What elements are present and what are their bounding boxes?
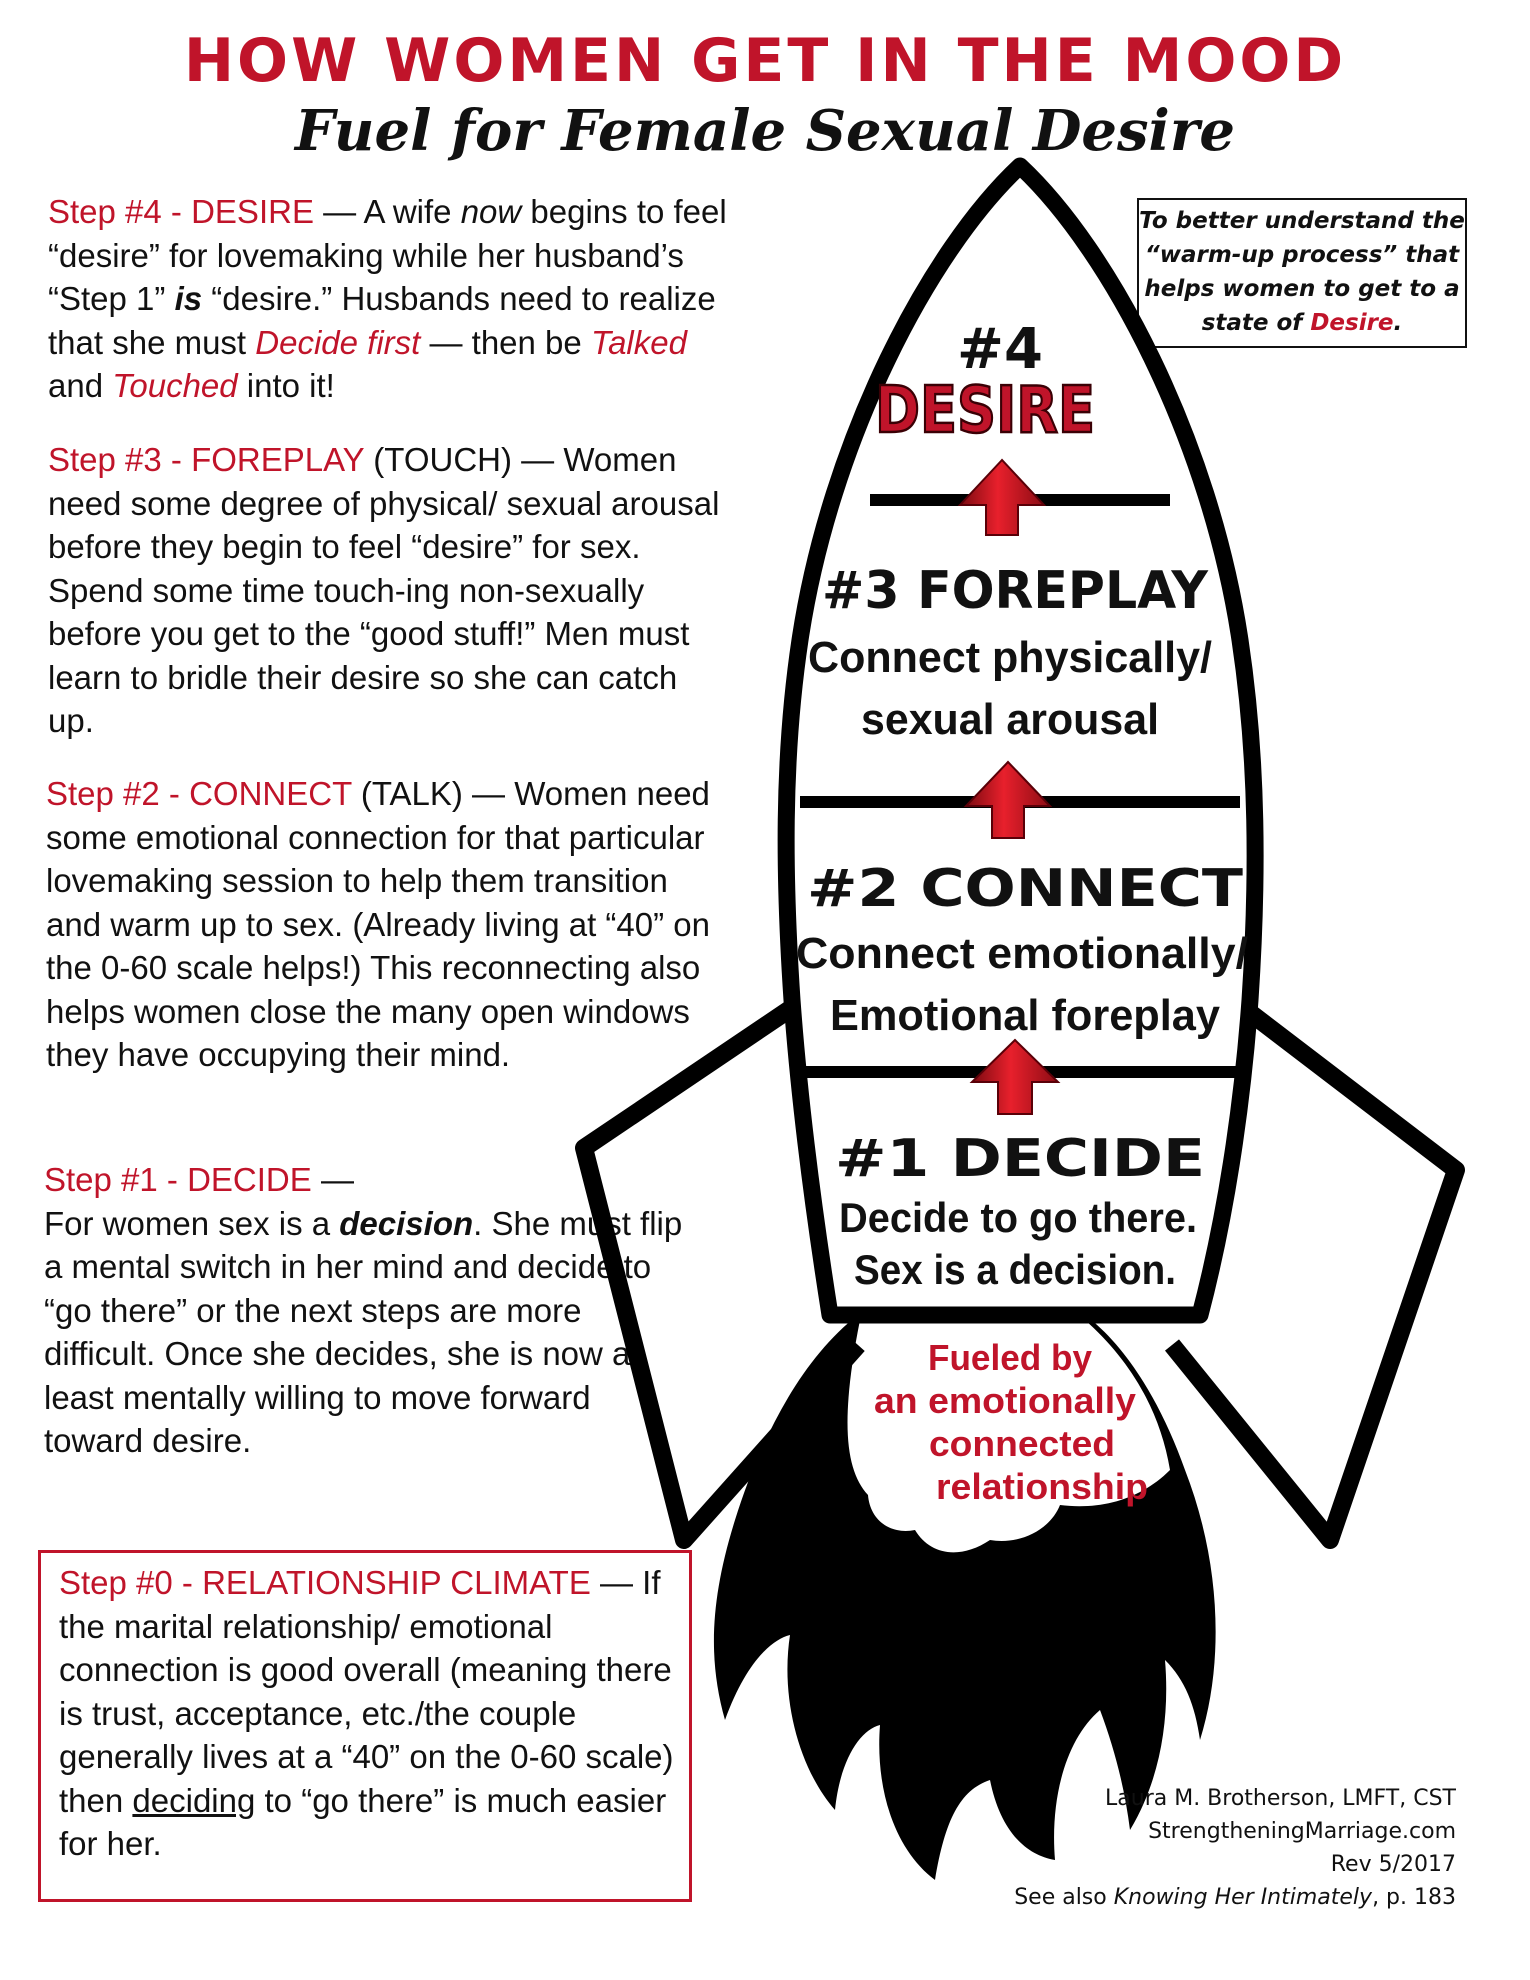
section-2-line-2: Emotional foreplay	[830, 991, 1221, 1040]
note-text: .	[1393, 310, 1403, 336]
credit-author: Laura M. Brotherson, LMFT, CST	[1105, 1786, 1456, 1811]
credit-see-also	[900, 1881, 1456, 1914]
step-3-heading: Step #3 - FOREPLAY	[48, 441, 365, 478]
fuel-line-2: an emotionally	[874, 1380, 1136, 1421]
step-1-text: . She must flip a mental switch in her mind and decide to “go there” or the next steps are more difficult. Once she decides, she is now at least mentally willing to move forward toward desire.	[44, 1204, 683, 1459]
fuel-line-1: Fueled by	[928, 1337, 1092, 1378]
step-3-suffix: (TOUCH) —	[364, 441, 564, 478]
step-4-text: begins to feel “desire” for lovemaking while her husband’s “Step 1”	[48, 193, 727, 317]
step-0-text: to “go there” is much easier for her.	[59, 1781, 667, 1862]
credit-see-prefix: See also	[1014, 1885, 1114, 1910]
step-4-emphasis-is: is	[174, 280, 203, 317]
credit-revision: Rev 5/2017	[1330, 1852, 1456, 1877]
step-4-emphasis-now: now	[460, 193, 522, 230]
step-0-deciding: deciding	[132, 1781, 256, 1819]
step-1-emphasis-decision: decision	[339, 1204, 474, 1242]
section-4-number: #4	[957, 317, 1043, 382]
step-4-text: into it!	[237, 367, 335, 404]
step-1-text: For women sex is a	[44, 1204, 340, 1242]
section-1-line-1: Decide to go there.	[839, 1194, 1197, 1241]
step-4-talked: Talked	[590, 323, 687, 361]
step-0-heading: Step #0 - RELATIONSHIP CLIMATE	[59, 1564, 591, 1601]
section-1-title: #1 DECIDE	[835, 1129, 1205, 1189]
credit-book-title: Knowing Her Intimately	[1113, 1885, 1373, 1910]
section-2-title: #2 CONNECT	[807, 859, 1244, 919]
credits	[900, 1782, 1456, 1914]
step-4-text: — then be	[420, 323, 591, 361]
note-text: To better understand the “warm-up process” that helps women to get to a state of	[1139, 208, 1465, 336]
step-2-heading: Step #2 - CONNECT	[46, 775, 352, 812]
step-4-text: and	[48, 367, 113, 404]
step-0-text: — If the marital relationship/ emotional connection is good overall (meaning there is trust, acceptance, etc./the couple generally lives at a “40” on the 0-60 scale) then	[59, 1564, 674, 1819]
credit-page: , p. 183	[1372, 1885, 1456, 1910]
step-4-touched: Touched	[112, 367, 238, 404]
step-4-text: — A wife	[313, 193, 461, 230]
section-3-title: #3 FOREPLAY	[822, 561, 1210, 621]
section-3-line-2: sexual arousal	[861, 695, 1159, 744]
fuel-line-3: connected	[929, 1423, 1115, 1464]
section-1-line-2: Sex is a decision.	[854, 1246, 1176, 1293]
step-3-body: Women need some degree of physical/ sexual arousal before they begin to feel “desire” for sex. Spend some time touch-ing non-sexually before you get to the “good stuff!” Men must learn to bridle their desire so she can catch up.	[48, 441, 720, 739]
step-4-decide-first: Decide first	[255, 323, 421, 361]
step-2-body: Women need some emotional connection for that particular lovemaking session to help them transition and warm up to sex. (Already living at “40” on the 0-60 scale helps!) This reconnecting also helps women close the many open windows they have occupying their mind.	[46, 775, 710, 1073]
section-4-word: DESIRE	[875, 374, 1095, 448]
step-2-suffix: (TALK) —	[351, 775, 515, 812]
step-1-heading: Step #1 - DECIDE	[44, 1161, 312, 1198]
credit-site: StrengtheningMarriage.com	[1148, 1819, 1456, 1844]
subtitle: Fuel for Female Sexual Desire	[295, 98, 1235, 164]
main-title: HOW WOMEN GET IN THE MOOD	[183, 26, 1347, 96]
step-1-suffix: —	[311, 1161, 354, 1198]
step-4-text: “desire.” Husbands need to realize that she must	[48, 280, 716, 361]
section-3-line-1: Connect physically/	[808, 633, 1212, 682]
note-desire: Desire	[1310, 310, 1394, 336]
step-4-heading: Step #4 - DESIRE	[48, 193, 314, 230]
section-2-line-1: Connect emotionally/	[796, 929, 1248, 978]
fuel-line-4: relationship	[936, 1466, 1148, 1507]
